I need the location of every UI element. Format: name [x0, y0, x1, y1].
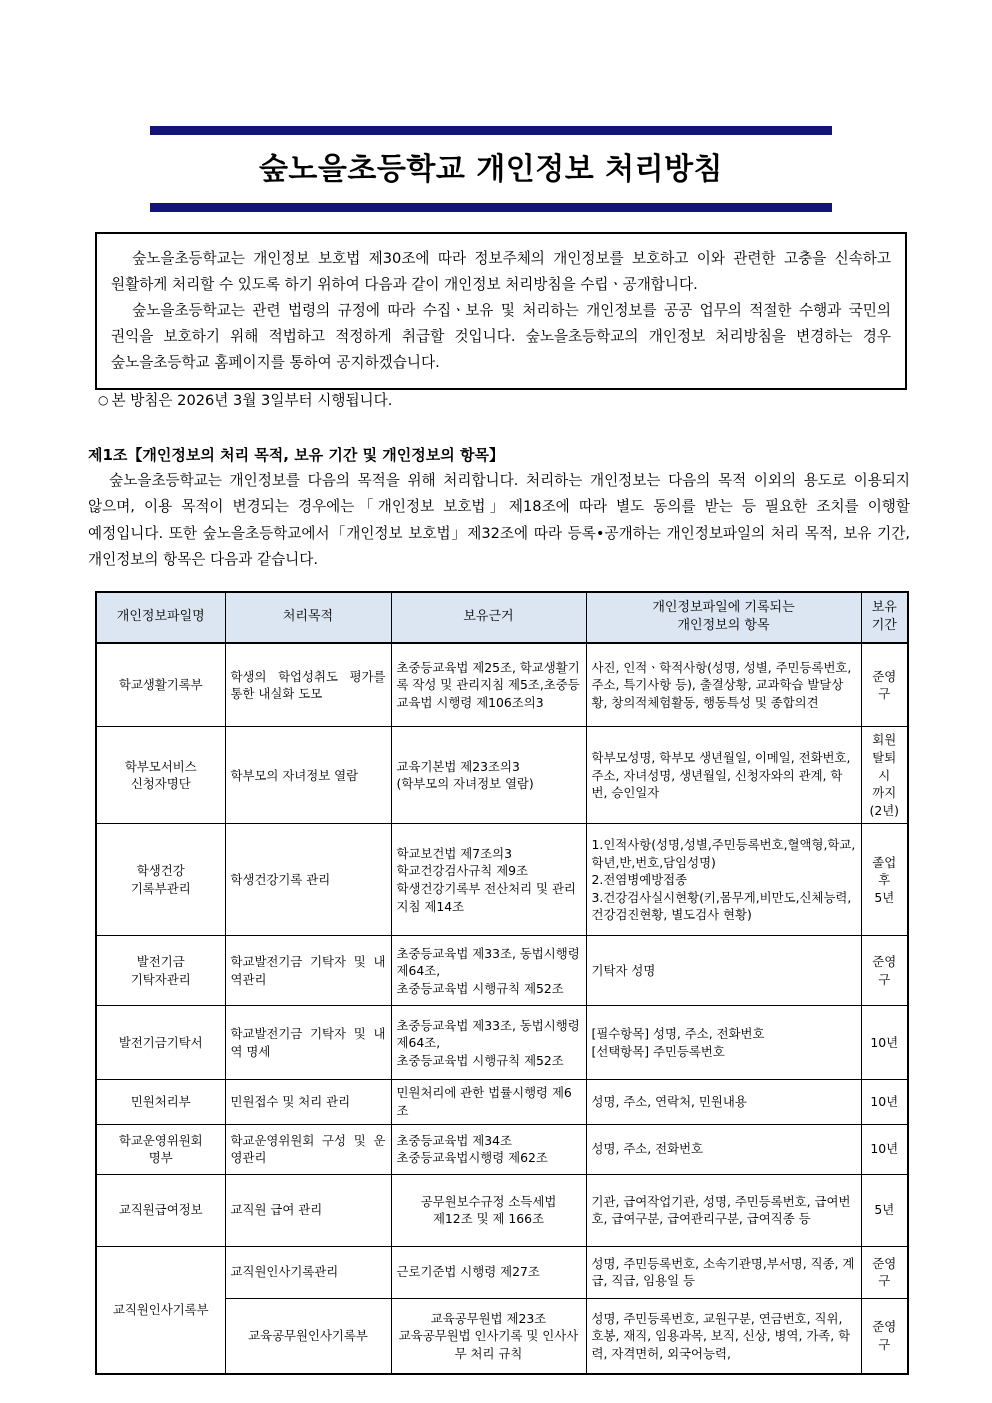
column-header-basis: 보유근거 — [391, 592, 586, 643]
column-header-purpose: 처리목적 — [225, 592, 391, 643]
cell-basis: 초중등교육법 제34조 초중등교육법시행령 제62조 — [391, 1124, 586, 1174]
cell-items: 학부모성명, 학부모 생년월일, 이메일, 전화번호, 주소, 자녀성명, 생년월일, 신청자와의 관계, 학번, 승인일자 — [586, 727, 861, 824]
effective-date-text: 본 방침은 2026년 3월 3일부터 시행됩니다. — [111, 392, 393, 409]
cell-basis: 초중등교육법 제33조, 동법시행령 제64조, 초중등교육법 시행규칙 제52조 — [391, 1006, 586, 1080]
column-header-items-line2: 개인정보의 항목 — [677, 618, 770, 634]
intro-paragraph-1: 숲노을초등학교는 개인정보 보호법 제30조에 따라 정보주체의 개인정보를 보호하고 이와 관련한 고충을 신속하고 원활하게 처리할 수 있도록 하기 위하여 다음과 같이 개인정보 처리방침을 수립ㆍ공개합니다. — [111, 250, 891, 293]
cell-file-name: 발전기금 기탁자관리 — [96, 936, 225, 1006]
cell-basis: 초중등교육법 제25조, 학교생활기록 작성 및 관리지침 제5조,초중등교육법 시행령 제106조의3 — [391, 643, 586, 727]
cell-file-name: 교직원급여정보 — [96, 1174, 225, 1246]
intro-paragraph-2: 숲노을초등학교는 관련 법령의 규정에 따라 수집ㆍ보유 및 처리하는 개인정보를 공공 업무의 적절한 수행과 국민의 권익을 보호하기 위해 적법하고 적정하게 취급할 것입니다. 숲노을초등학교의 개인정보 처리방침을 변경하는 경우 숲노을초등학교 홈페이지를 통하여 공지하겠습니다. — [111, 301, 891, 371]
cell-purpose: 민원접수 및 처리 관리 — [225, 1080, 391, 1124]
cell-retention: 5년 — [861, 1174, 908, 1246]
cell-items: 성명, 주소, 전화번호 — [586, 1124, 861, 1174]
cell-retention: 10년 — [861, 1080, 908, 1124]
personal-info-file-table-wrap — [95, 591, 907, 1375]
cell-basis: 근로기준법 시행령 제27조 — [391, 1246, 586, 1298]
cell-file-name: 학교생활기록부 — [96, 643, 225, 727]
table-body — [96, 643, 908, 1374]
title-block — [150, 126, 832, 212]
table-row — [96, 1124, 908, 1174]
cell-items: 성명, 주소, 연락처, 민원내용 — [586, 1080, 861, 1124]
cell-file-name: 학부모서비스 신청자명단 — [96, 727, 225, 824]
cell-basis: 공무원보수규정 소득세법 제12조 및 제 166조 — [391, 1174, 586, 1246]
table-row — [96, 824, 908, 936]
title-rule-bottom — [150, 203, 832, 212]
cell-retention: 졸업후 5년 — [861, 824, 908, 936]
cell-items: 기탁자 성명 — [586, 936, 861, 1006]
cell-retention: 10년 — [861, 1006, 908, 1080]
column-header-retention-line1: 보유 — [871, 600, 897, 615]
article-1 — [88, 444, 910, 573]
cell-file-name: 교직원인사기록부 — [96, 1246, 225, 1374]
cell-retention: 회원탈퇴시 까지 (2년) — [861, 727, 908, 824]
personal-info-file-table — [95, 591, 909, 1375]
intro-box — [95, 232, 907, 390]
table-header-row — [96, 592, 908, 643]
column-header-items — [586, 592, 861, 643]
effective-date-line — [98, 390, 392, 412]
cell-purpose: 교직원 급여 관리 — [225, 1174, 391, 1246]
cell-basis: 초중등교육법 제33조, 동법시행령 제64조, 초중등교육법 시행규칙 제52조 — [391, 936, 586, 1006]
cell-retention: 준영구 — [861, 643, 908, 727]
table-row — [96, 1080, 908, 1124]
table-row — [96, 643, 908, 727]
page-title: 숲노을초등학교 개인정보 처리방침 — [258, 152, 724, 187]
cell-basis: 교육공무원법 제23조 교육공무원법 인사기록 및 인사사무 처리 규칙 — [391, 1298, 586, 1374]
cell-purpose: 학생건강기록 관리 — [225, 824, 391, 936]
cell-file-name: 민원처리부 — [96, 1080, 225, 1124]
cell-items: 기관, 급여작업기관, 성명, 주민등록번호, 급여번호, 급여구분, 급여관리구분, 급여직종 등 — [586, 1174, 861, 1246]
cell-items: 성명, 주민등록번호, 소속기관명,부서명, 직종, 계급, 직급, 임용일 등 — [586, 1246, 861, 1298]
cell-purpose: 학생의 학업성취도 평가를 통한 내실화 도모 — [225, 643, 391, 727]
cell-file-name: 발전기금기탁서 — [96, 1006, 225, 1080]
cell-items: 1.인적사항(성명,성별,주민등록번호,혈액형,학교,학년,반,번호,담임성명) 2.전염병예방접종 3.건강검사실시현황(키,몸무게,비만도,신체능력,건강검진현황, 별도검사 현황) — [586, 824, 861, 936]
article-1-heading: 제1조【개인정보의 처리 목적, 보유 기간 및 개인정보의 항목】 — [88, 446, 504, 464]
cell-items: 사진, 인적ㆍ학적사항(성명, 성별, 주민등록번호, 주소, 특기사항 등), 출결상황, 교과학습 발달상황, 창의적체험활동, 행동특성 및 종합의견 — [586, 643, 861, 727]
cell-purpose: 교육공무원인사기록부 — [225, 1298, 391, 1374]
cell-purpose: 교직원인사기록관리 — [225, 1246, 391, 1298]
cell-basis: 민원처리에 관한 법률시행령 제6조 — [391, 1080, 586, 1124]
cell-retention: 준영구 — [861, 936, 908, 1006]
cell-retention: 준영구 — [861, 1298, 908, 1374]
cell-items: [필수항목] 성명, 주소, 전화번호 [선택항목] 주민등록번호 — [586, 1006, 861, 1080]
circle-bullet-icon: ○ — [98, 393, 109, 407]
table-header — [96, 592, 908, 643]
cell-basis: 교육기본법 제23조의3 (학부모의 자녀정보 열람) — [391, 727, 586, 824]
column-header-file-name: 개인정보파일명 — [96, 592, 225, 643]
cell-items: 성명, 주민등록번호, 교원구분, 연금번호, 직위, 호봉, 재직, 임용과목, 보직, 신상, 병역, 가족, 학력, 자격면허, 외국어능력, — [586, 1298, 861, 1374]
table-row — [96, 1246, 908, 1298]
table-row — [96, 936, 908, 1006]
table-row — [96, 727, 908, 824]
cell-purpose: 학부모의 자녀정보 열람 — [225, 727, 391, 824]
column-header-items-line1: 개인정보파일에 기록되는 — [652, 600, 795, 615]
cell-file-name: 학생건강 기록부관리 — [96, 824, 225, 936]
cell-retention: 10년 — [861, 1124, 908, 1174]
cell-purpose: 학교발전기금 기탁자 및 내역관리 — [225, 936, 391, 1006]
cell-purpose: 학교운영위원회 구성 및 운영관리 — [225, 1124, 391, 1174]
article-1-body: 숲노을초등학교는 개인정보를 다음의 목적을 위해 처리합니다. 처리하는 개인정보는 다음의 목적 이외의 용도로 이용되지 않으며, 이용 목적이 변경되는 경우에는「개인정보 보호법」제18조에 따라 별도 동의를 받는 등 필요한 조치를 이행할 예정입니다. 또한 숲노을초등학교에서「개인정보 보호법」제32조에 따라 등록•공개하는 개인정보파일의 처리 목적, 보유 기간, 개인정보의 항목은 다음과 같습니다. — [88, 472, 910, 568]
column-header-retention-line2: 기간 — [871, 618, 897, 634]
table-row — [96, 1006, 908, 1080]
column-header-retention — [861, 592, 908, 643]
cell-retention: 준영구 — [861, 1246, 908, 1298]
title-rule-top — [150, 126, 832, 135]
cell-basis: 학교보건법 제7조의3 학교건강검사규칙 제9조 학생건강기록부 전산처리 및 관리지침 제14조 — [391, 824, 586, 936]
cell-purpose: 학교발전기금 기탁자 및 내역 명세 — [225, 1006, 391, 1080]
cell-file-name: 학교운영위원회 명부 — [96, 1124, 225, 1174]
table-row — [96, 1174, 908, 1246]
